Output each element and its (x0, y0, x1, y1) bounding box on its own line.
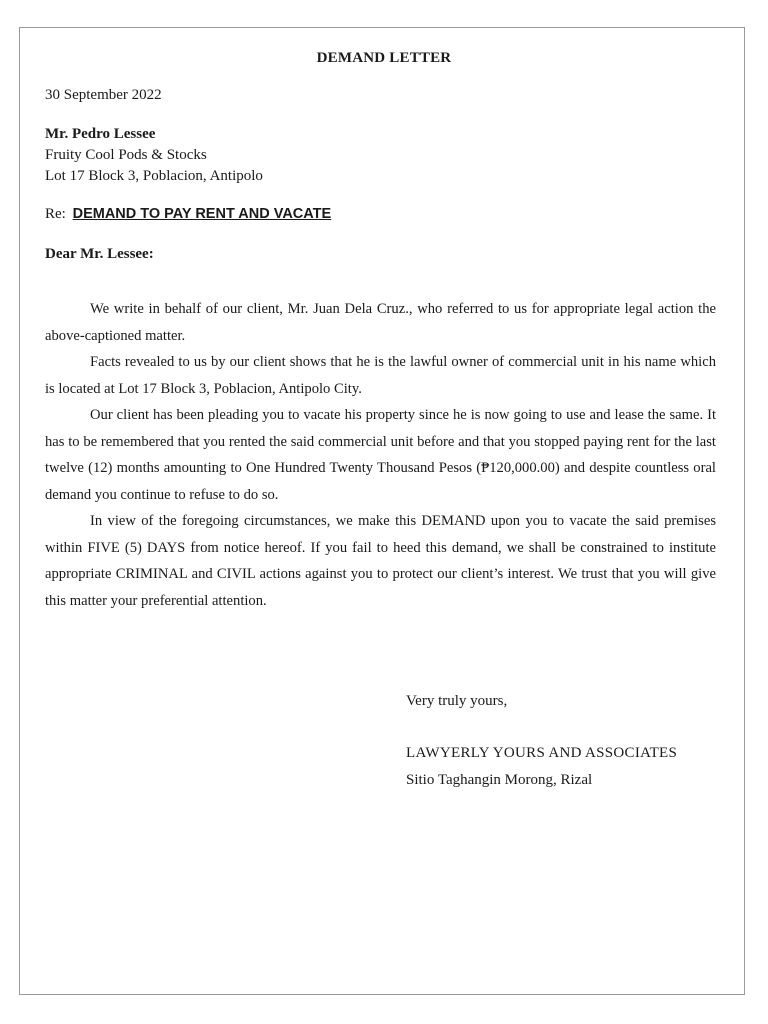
letter-title: DEMAND LETTER (316, 50, 452, 66)
letter-date: 30 September 2022 (45, 87, 162, 103)
body-paragraph-4: In view of the foregoing circumstances, we make this DEMAND upon you to vacate the said premises within FIVE (5) DAYS from notice hereof. If you fail to heed this demand, we shall be constrained to institute appropriate CRIMINAL and CIVIL actions against you to protect our client’s interest. We trust that you will give this matter your preferential attention. (45, 513, 716, 609)
body-paragraph-2: Facts revealed to us by our client shows that he is the lawful owner of commercial unit in his name which is located at Lot 17 Block 3, Poblacion, Antipolo City. (45, 354, 716, 397)
recipient-company: Fruity Cool Pods & Stocks (45, 147, 207, 163)
recipient-address: Lot 17 Block 3, Poblacion, Antipolo (45, 168, 263, 184)
re-subject: DEMAND TO PAY RENT AND VACATE (72, 206, 332, 222)
re-label: Re: (45, 206, 66, 222)
recipient-name: Mr. Pedro Lessee (45, 126, 156, 142)
closing-salutation: Very truly yours, (406, 693, 508, 709)
salutation: Dear Mr. Lessee: (45, 246, 154, 262)
sender-firm: LAWYERLY YOURS AND ASSOCIATES (406, 745, 678, 761)
letter-body (45, 296, 716, 614)
body-paragraph-3: Our client has been pleading you to vacate his property since he is now going to use and lease the same. It has to be remembered that you rented the said commercial unit before and that you stopped paying rent for the last twelve (12) months amounting to One Hundred Twenty Thousand Pesos (₱120,000.00) and despite countless oral demand you continue to refuse to do so. (45, 407, 716, 503)
re-line (45, 206, 331, 223)
sender-address: Sitio Taghangin Morong, Rizal (406, 772, 593, 788)
body-paragraph-1: We write in behalf of our client, Mr. Juan Dela Cruz., who referred to us for appropriate legal action the above-captioned matter. (45, 301, 716, 344)
